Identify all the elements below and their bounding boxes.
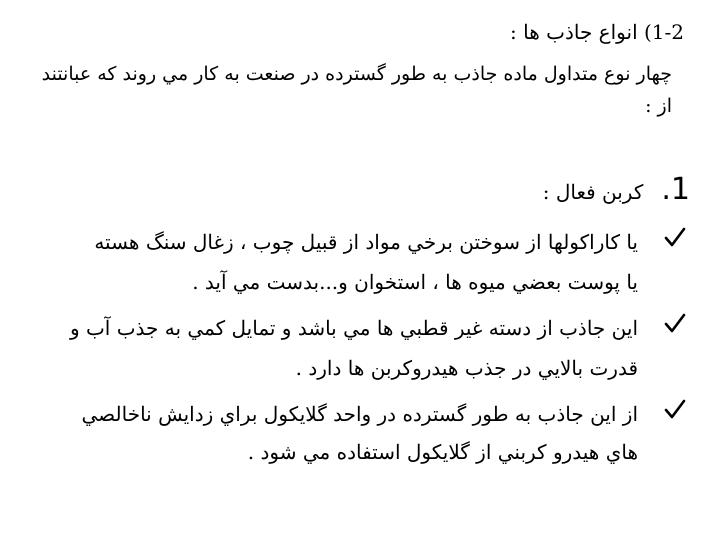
bullet-text-line: هاي هيدرو كربني از گلايكول استفاده مي شود . <box>247 440 638 464</box>
intro-line-1: چهار نوع متداول ماده جاذب به طور گسترده در صنعت به كار مي روند كه عبانتند <box>41 63 672 85</box>
bullet-text-line: اين جاذب از دسته غير قطبي ها مي باشد و تمايل كمي به جذب آب و <box>69 316 638 340</box>
bullet-text-line: يا پوست بعضي ميوه ها ، استخوان و...بدست مي آيد . <box>192 270 638 294</box>
intro-line-2: از : <box>645 95 672 117</box>
checkmark-icon <box>664 226 686 248</box>
subsection-header <box>543 172 690 207</box>
bullet-text-line: از اين جاذب به طور گسترده در واحد گلايكول براي زدايش ناخالصي <box>81 402 638 426</box>
bullet-text-line: يا كاراكولها از سوختن برخي مواد از قبيل چوب ، زغال سنگ هسته <box>94 230 638 254</box>
bullet-text-line: قدرت بالايي در جذب هيدروكربن ها دارد . <box>295 356 638 380</box>
checkmark-icon <box>664 312 686 334</box>
subsection-title: كربن فعال : <box>542 180 644 204</box>
subsection-number: 1. <box>661 172 690 207</box>
checkmark-icon <box>664 398 686 420</box>
section-heading: 1-2) انواع جاذب ها : <box>510 20 684 44</box>
